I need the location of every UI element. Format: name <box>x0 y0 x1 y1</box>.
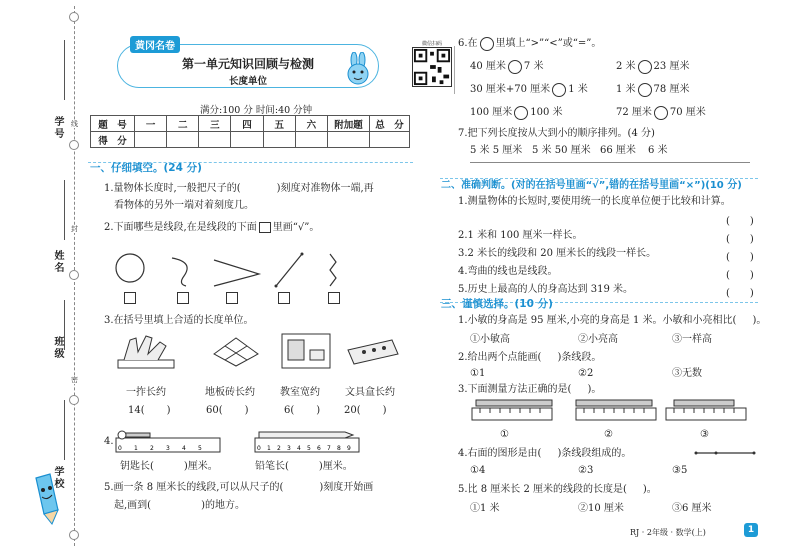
svg-text:4: 4 <box>182 445 186 452</box>
q3-caption-span: 一拃长约 <box>126 387 166 398</box>
s1-question-1-cont: 看物体的另外一端对着刻度几。 <box>114 200 254 211</box>
q-text: )刻度开始画 <box>319 482 374 493</box>
q3-caption-classroom: 教室宽约 <box>280 387 320 398</box>
s3-q1-option-2[interactable]: ②小亮高 <box>578 334 618 345</box>
svg-text:9: 9 <box>347 445 351 452</box>
s3-question-3 <box>458 382 601 397</box>
q7-item: 66 厘米 <box>600 145 636 156</box>
s3-q4-option-2[interactable]: ②3 <box>578 465 594 476</box>
box-icon <box>259 222 271 233</box>
s2-item-4: 4.弯曲的线也是线段。 <box>458 266 558 277</box>
s2-item-5: 5.历史上最高的人的身高达到 319 米。 <box>458 284 633 295</box>
svg-text:2: 2 <box>277 445 281 452</box>
binding-hole <box>69 270 79 280</box>
s2-answer-5[interactable]: ( ) <box>726 288 754 299</box>
s3-question-2 <box>458 350 601 365</box>
table-cell: 六 <box>295 116 327 132</box>
score-input-cell[interactable] <box>263 132 295 148</box>
score-table-score-row <box>91 132 410 148</box>
s3-q4-option-1[interactable]: ①4 <box>470 465 486 476</box>
q-text: 里填上“>”“<”或“=”。 <box>495 38 602 49</box>
q-text: )刻度对准物体一端,再 <box>276 183 374 194</box>
section-3-title: 三、谨慎选择。(10 分) <box>441 298 553 310</box>
segment-figure <box>692 448 758 458</box>
s3-q5-option-1[interactable]: ①1 米 <box>470 503 500 514</box>
binding-strip <box>0 0 85 554</box>
svg-text:2: 2 <box>150 445 154 452</box>
shape-3-checkbox[interactable] <box>226 292 238 304</box>
svg-text:7: 7 <box>327 445 331 452</box>
q6-item-4[interactable]: 1 米 78 厘米 <box>616 84 690 95</box>
qr-caption: 微信扫码 <box>421 41 442 47</box>
score-input-cell[interactable] <box>199 132 231 148</box>
pencil-case-figure <box>344 336 402 368</box>
svg-text:0: 0 <box>257 445 261 452</box>
score-input-cell[interactable] <box>135 132 167 148</box>
s3-q2-option-3[interactable]: ③无数 <box>672 368 702 379</box>
q7-answer-line[interactable] <box>470 162 750 163</box>
page-title: 第一单元知识回顾与检测 <box>181 57 314 71</box>
s3-q5-option-2[interactable]: ②10 厘米 <box>578 503 624 514</box>
q3-answer-tile[interactable]: 60( ) <box>206 405 249 416</box>
q3-answer-span[interactable]: 14( ) <box>128 405 171 416</box>
s3-question-1 <box>458 313 766 328</box>
rabbit-mascot-icon <box>340 52 376 88</box>
table-cell: 题 号 <box>91 116 135 132</box>
score-input-cell[interactable] <box>295 132 327 148</box>
score-time-line: 满分:100 分 时间:40 分钟 <box>200 105 313 116</box>
q6-item-3[interactable]: 30 厘米+70 厘米 1 米 <box>470 84 588 95</box>
q-text: 5.画一条 8 厘米长的线段,可以从尺子的( <box>104 482 284 493</box>
s1-question-5-cont <box>114 498 245 513</box>
s3-q3-option-2[interactable]: ② <box>604 429 613 440</box>
s3-q3-option-1[interactable]: ① <box>500 429 509 440</box>
binding-mark-secret: 密 <box>71 376 78 384</box>
page-subtitle: 长度单位 <box>228 76 267 87</box>
shape-2-checkbox[interactable] <box>177 292 189 304</box>
q7-item: 5 米 5 厘米 <box>470 145 523 156</box>
q4-key-answer[interactable]: 钥匙长( )厘米。 <box>120 461 218 472</box>
q-text: )。 <box>642 484 657 495</box>
svg-text:6: 6 <box>317 445 321 452</box>
q-text: )。 <box>752 315 767 326</box>
svg-text:0: 0 <box>118 445 122 452</box>
q7-item: 6 米 <box>648 145 668 156</box>
table-cell: 总 分 <box>370 116 410 132</box>
s3-question-5 <box>458 482 657 497</box>
binding-hole <box>69 395 79 405</box>
school-label: 学校 <box>52 466 63 490</box>
r-question-6 <box>458 36 601 51</box>
q-text: 1.量物体长度时,一般把尺子的( <box>104 183 241 194</box>
score-input-cell[interactable] <box>167 132 199 148</box>
q3-caption-tile: 地板砖长约 <box>205 387 255 398</box>
shape-4-checkbox[interactable] <box>278 292 290 304</box>
s2-item-1: 1.测量物体的长短时,要使用统一的长度单位便于比较和计算。 <box>458 196 731 207</box>
classroom-figure <box>280 332 332 370</box>
q6-item-2[interactable]: 2 米 23 厘米 <box>616 61 690 72</box>
q-text: 6.在 <box>458 38 478 49</box>
q-text: 2.给出两个点能画( <box>458 352 542 363</box>
r-question-7: 7.把下列长度按从大到小的顺序排列。(4 分) <box>458 128 655 139</box>
score-input-cell[interactable] <box>370 132 410 148</box>
q3-answer-case[interactable]: 20( ) <box>344 405 387 416</box>
qr-code-icon[interactable] <box>412 47 452 87</box>
binding-hole <box>69 140 79 150</box>
pencil-ruler-figure <box>253 426 363 454</box>
student-id-blank <box>64 40 65 100</box>
s1-question-1 <box>104 181 374 196</box>
q3-answer-classroom[interactable]: 6( ) <box>284 405 321 416</box>
svg-text:3: 3 <box>166 445 170 452</box>
zigzag-shape <box>330 254 336 286</box>
q-text: )。 <box>587 384 602 395</box>
s3-q5-option-3[interactable]: ③6 厘米 <box>672 503 712 514</box>
school-blank <box>64 400 65 460</box>
class-label: 班级 <box>52 336 63 360</box>
footer-text: RJ · 2年级 · 数学(上) <box>630 528 706 537</box>
table-cell: 五 <box>263 116 295 132</box>
q-text: 5.比 8 厘米长 2 厘米的线段的长度是( <box>458 484 627 495</box>
pencil-mascot-icon <box>28 470 64 530</box>
table-cell: 二 <box>167 116 199 132</box>
q3-caption-case: 文具盒长约 <box>345 387 395 398</box>
measure-method-1-figure <box>470 398 556 424</box>
angle-shape <box>214 260 259 286</box>
student-id-label: 学号 <box>52 116 63 140</box>
s3-q2-option-2[interactable]: ②2 <box>578 368 594 379</box>
binding-mark-line: 线 <box>71 120 78 128</box>
svg-text:5: 5 <box>307 445 311 452</box>
curve-shape <box>172 258 187 286</box>
s3-q3-option-3[interactable]: ③ <box>700 429 709 440</box>
page-number: 1 <box>744 523 758 537</box>
q4-pencil-answer[interactable]: 铅笔长( )厘米。 <box>255 461 353 472</box>
table-cell: 得 分 <box>91 132 135 148</box>
line-shapes-figure <box>114 248 364 292</box>
q-text: )条线段组成的。 <box>557 448 632 459</box>
s1-question-3: 3.在括号里填上合适的长度单位。 <box>104 315 254 326</box>
table-cell: 一 <box>135 116 167 132</box>
hand-span-figure <box>116 332 176 370</box>
q-text: 起,画到( <box>114 500 152 511</box>
q-text: 3.下面测量方法正确的是( <box>458 384 572 395</box>
shape-1-checkbox[interactable] <box>124 292 136 304</box>
s3-q1-option-3[interactable]: ③一样高 <box>672 334 712 345</box>
table-cell: 附加题 <box>328 116 370 132</box>
s3-question-4 <box>458 446 631 461</box>
s1-question-4-num: 4. <box>104 436 114 447</box>
q-text: )条线段。 <box>557 352 602 363</box>
s1-question-5 <box>104 480 373 495</box>
score-input-cell[interactable] <box>231 132 263 148</box>
s3-q2-option-1[interactable]: ①1 <box>470 368 486 379</box>
name-label: 姓名 <box>52 250 63 274</box>
q6-item-5[interactable]: 100 厘米 100 米 <box>470 107 563 118</box>
q6-item-1[interactable]: 40 厘米 7 米 <box>470 61 544 72</box>
floor-tile-figure <box>210 334 262 368</box>
s3-q4-option-3[interactable]: ③5 <box>672 465 688 476</box>
binding-hole <box>69 12 79 22</box>
svg-text:1: 1 <box>267 445 271 452</box>
s2-answer-3[interactable]: ( ) <box>726 252 754 263</box>
svg-text:1: 1 <box>134 445 138 452</box>
q-text: 2.下面哪些是线段,在是线段的下面 <box>104 222 257 233</box>
key-ruler-figure <box>114 426 224 454</box>
svg-text:4: 4 <box>297 445 301 452</box>
compare-circle-icon <box>480 37 494 51</box>
q-text: 1.小敏的身高是 95 厘米,小亮的身高是 1 米。小敏和小亮相比( <box>458 315 737 326</box>
s3-q1-option-1[interactable]: ①小敏高 <box>470 334 510 345</box>
binding-mark-seal: 封 <box>71 225 78 233</box>
shape-5-checkbox[interactable] <box>328 292 340 304</box>
q-text: 4.右面的图形是由( <box>458 448 542 459</box>
name-blank <box>64 180 65 240</box>
binding-hole <box>69 530 79 540</box>
segment-shape <box>276 254 302 286</box>
score-table <box>90 115 410 148</box>
s2-item-3: 3.2 米长的线段和 20 厘米长的线段一样长。 <box>458 248 657 259</box>
q-text: 里画“√”。 <box>272 222 320 233</box>
circle-shape <box>116 254 144 282</box>
qr-divider <box>454 46 456 94</box>
s2-item-2: 2.1 米和 100 厘米一样长。 <box>458 230 583 241</box>
table-cell: 四 <box>231 116 263 132</box>
s2-answer-1[interactable]: ( ) <box>726 216 754 227</box>
section-1-title: 一、仔细填空。(24 分) <box>90 162 202 174</box>
score-input-cell[interactable] <box>328 132 370 148</box>
section-2-title: 二、准确判断。(对的在括号里画“√”,错的在括号里画“×”)(10 分) <box>441 180 742 191</box>
measure-method-3-figure <box>664 398 750 424</box>
q6-item-6[interactable]: 72 厘米 70 厘米 <box>616 107 706 118</box>
svg-text:5: 5 <box>198 445 202 452</box>
svg-text:8: 8 <box>337 445 341 452</box>
q-text: )的地方。 <box>201 500 245 511</box>
brand-logo: 黄冈名卷 <box>130 36 180 53</box>
s1-question-2 <box>104 220 319 235</box>
table-cell: 三 <box>199 116 231 132</box>
measure-method-2-figure <box>574 398 660 424</box>
s2-answer-2[interactable]: ( ) <box>726 234 754 245</box>
s2-answer-4[interactable]: ( ) <box>726 270 754 281</box>
score-table-header-row <box>91 116 410 132</box>
q7-item: 5 米 50 厘米 <box>532 145 591 156</box>
svg-text:3: 3 <box>287 445 291 452</box>
